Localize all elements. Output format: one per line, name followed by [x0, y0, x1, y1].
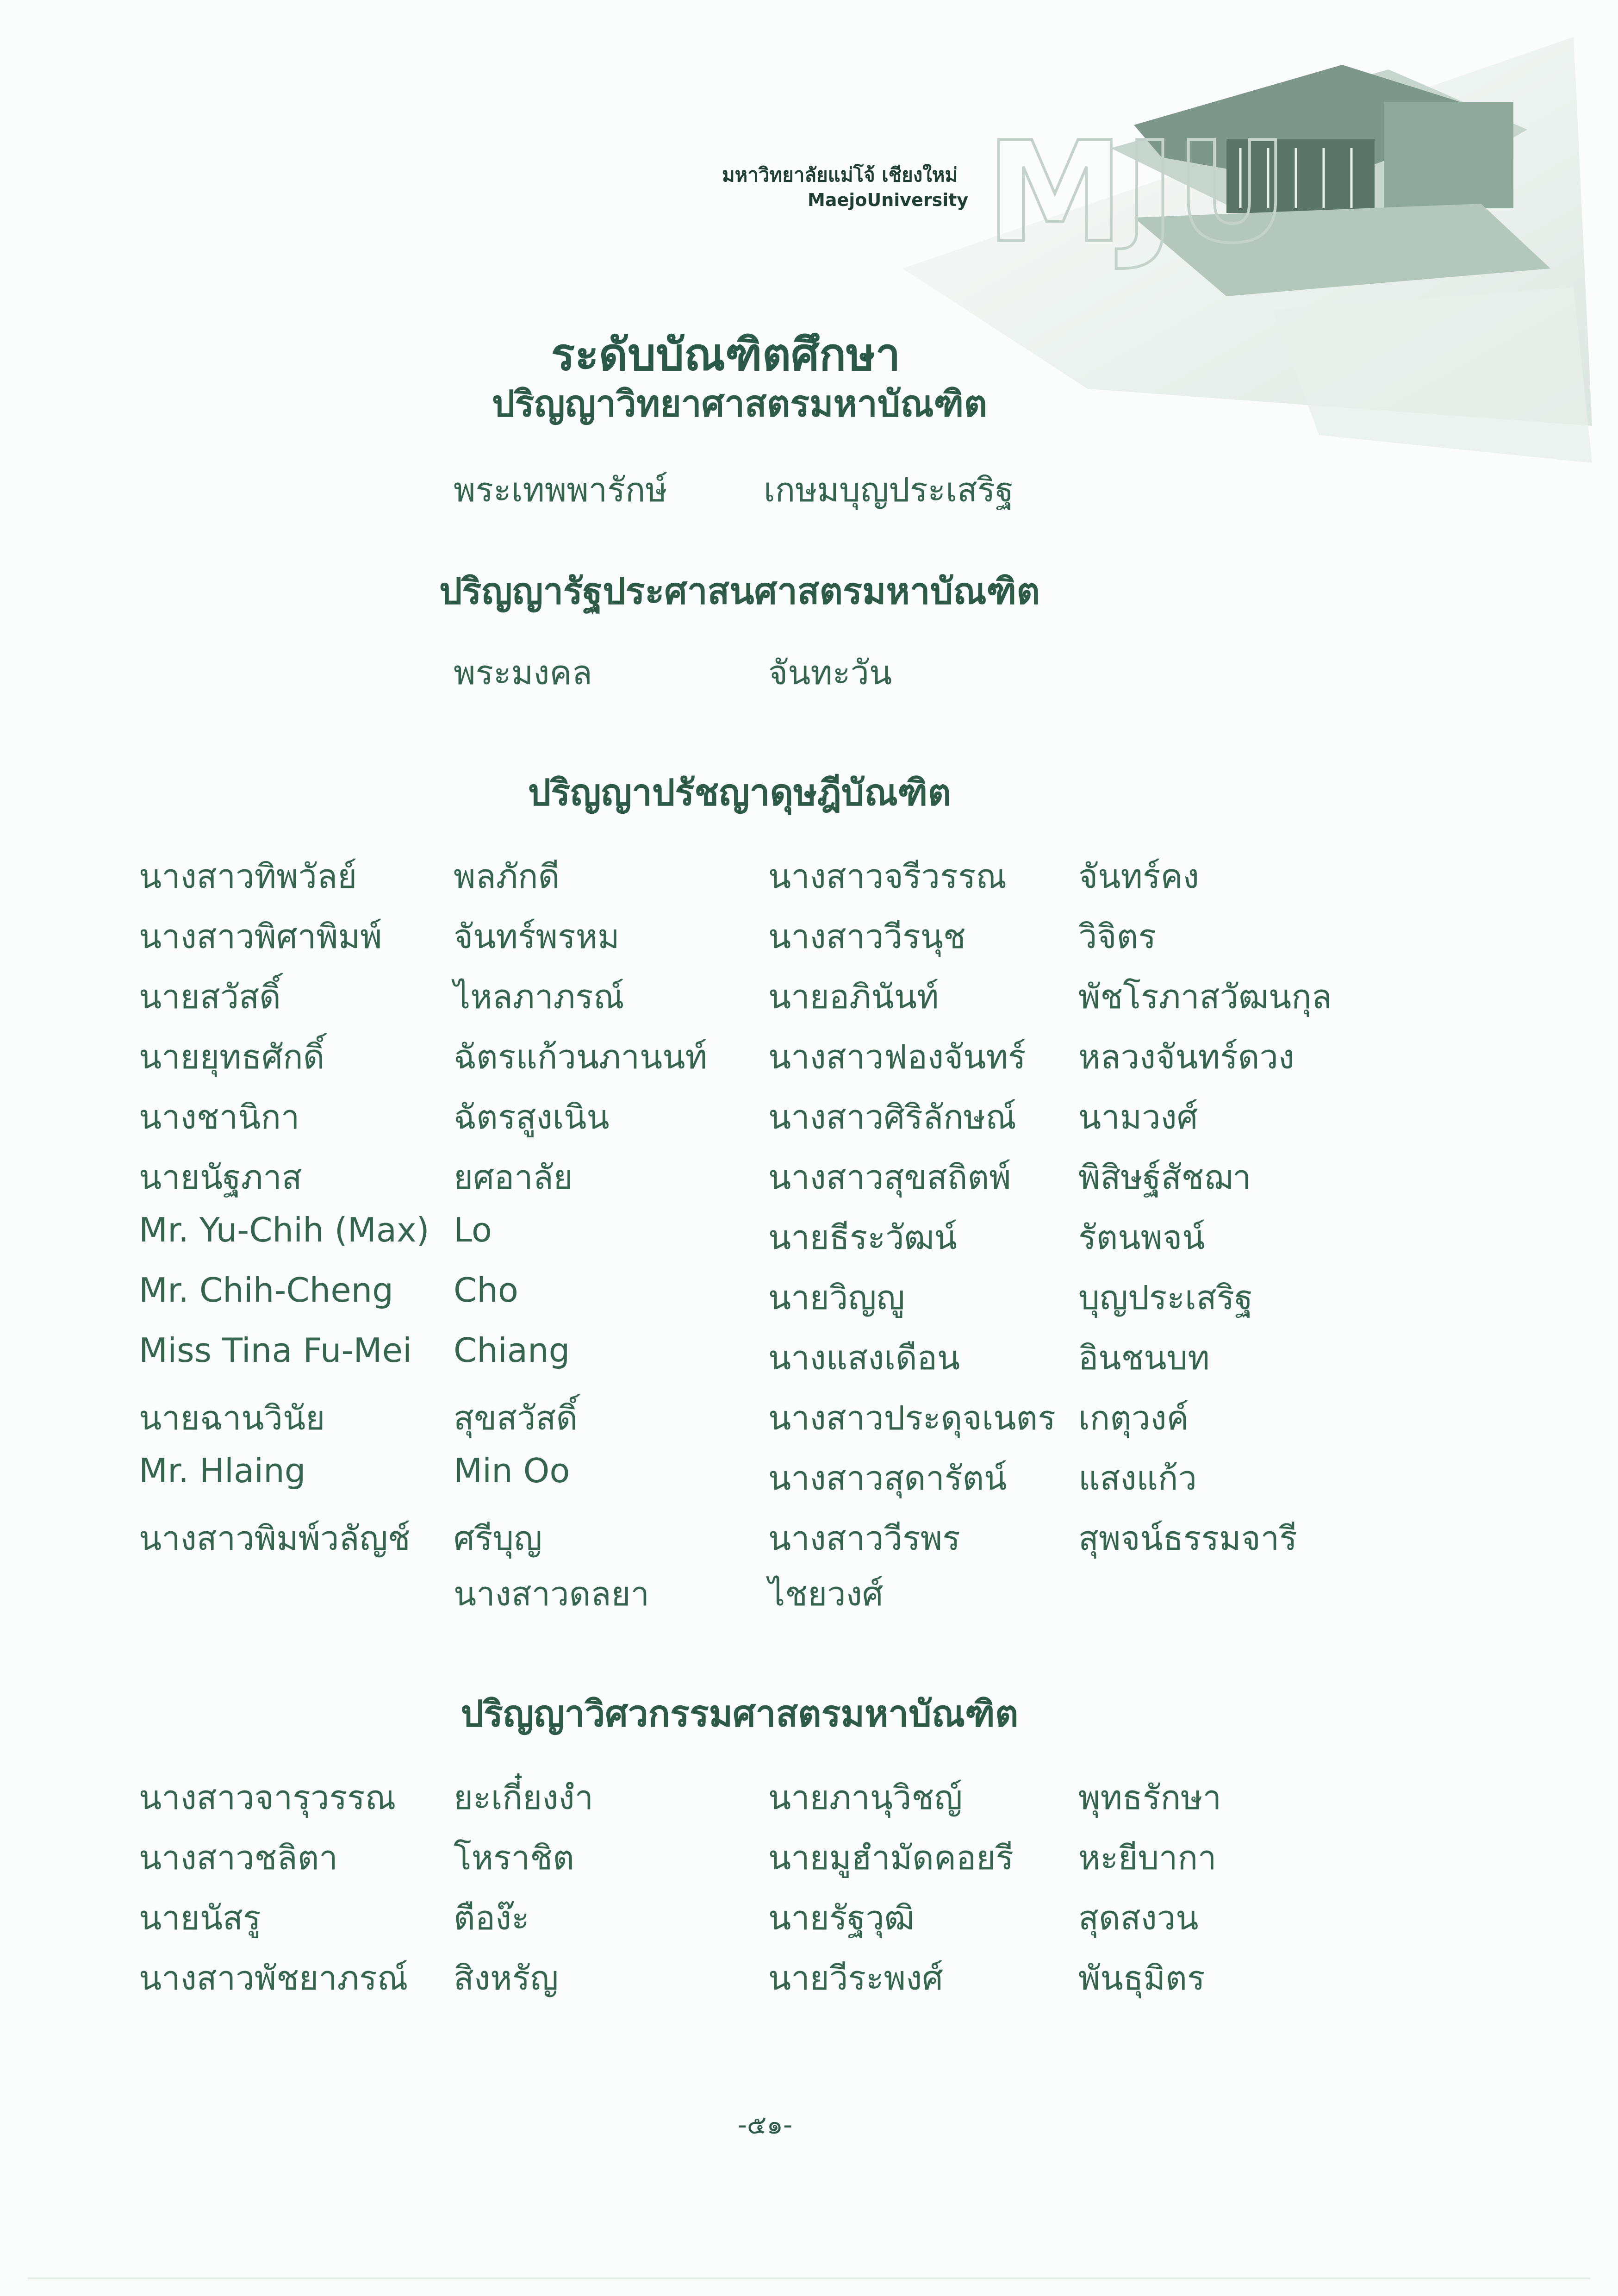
graduate-first-name: นายนัฐภาส [139, 1158, 302, 1197]
section-heading-public-admin-masters: ปริญญารัฐประศาสนศาสตรมหาบัณฑิต [439, 571, 1040, 612]
graduate-first-name: นางสาวประดุจเนตร [768, 1398, 1056, 1437]
graduate-first-name: นางสาวทิพวัลย์ [139, 857, 357, 896]
graduate-last-name: Min Oo [454, 1451, 570, 1490]
graduate-first-name: นายนัสรู [139, 1898, 261, 1937]
graduate-first-name: นายยุทธศักดิ์ [139, 1037, 325, 1076]
graduate-first-name: นางสาววีรพร [768, 1519, 960, 1558]
graduate-last-name: พลภักดี [454, 857, 560, 896]
graduate-last-name: ฉัตรแก้วนภานนท์ [454, 1037, 707, 1076]
university-name-thai: มหาวิทยาลัยแม่โจ้ เชียงใหม่ [722, 163, 958, 186]
graduate-first-name: นางสาวศิริลักษณ์ [768, 1098, 1016, 1136]
bottom-divider [28, 2277, 1590, 2279]
university-name-english: MaejoUniversity [808, 190, 969, 210]
graduate-last-name: ยะเกี๋ยงงำ [454, 1778, 593, 1817]
graduate-last-name: หลวงจันทร์ดวง [1078, 1037, 1295, 1076]
graduate-last-name: ศรีบุญ [454, 1519, 542, 1558]
graduate-last-name: นามวงศ์ [1078, 1098, 1198, 1136]
graduate-first-name: นางแสงเดือน [768, 1338, 960, 1377]
page-title: ระดับบัณฑิตศึกษา [551, 329, 901, 381]
graduate-first-name: นางสาวพิมพ์วลัญช์ [139, 1519, 411, 1558]
section-heading-engineering-masters: ปริญญาวิศวกรรมศาสตรมหาบัณฑิต [461, 1693, 1019, 1735]
graduate-last-name: สุพจน์ธรรมจารี [1078, 1519, 1297, 1558]
graduate-last-name: พุทธรักษา [1078, 1778, 1222, 1817]
graduate-first-name: นายรัฐวุฒิ [768, 1898, 915, 1937]
graduate-first-name: นางสาวดลยา [454, 1574, 650, 1613]
graduate-last-name: ตือง๊ะ [454, 1898, 529, 1937]
graduate-last-name: จันทะวัน [768, 653, 892, 692]
graduate-last-name: แสงแก้ว [1078, 1459, 1197, 1497]
graduate-first-name: นางสาวจรีวรรณ [768, 857, 1007, 896]
graduate-last-name: หะยีบากา [1078, 1838, 1217, 1877]
graduate-last-name: จันทร์พรหม [454, 917, 620, 956]
section-heading-phd: ปริญญาปรัชญาดุษฎีบัณฑิต [528, 772, 952, 814]
graduate-first-name: นางสาวชลิตา [139, 1838, 338, 1877]
graduate-first-name: นางสาวพิศาพิมพ์ [139, 917, 382, 956]
graduate-first-name: นางสาวฟองจันทร์ [768, 1037, 1026, 1076]
graduate-last-name: เกตุวงค์ [1078, 1398, 1189, 1437]
graduate-last-name: รัตนพจน์ [1078, 1218, 1205, 1257]
graduate-last-name: Cho [454, 1271, 518, 1310]
graduate-first-name: นายวิญญู [768, 1278, 905, 1317]
graduate-first-name: นางสาวสุขสถิตพ์ [768, 1158, 1011, 1197]
graduate-last-name: Lo [454, 1210, 492, 1249]
graduate-last-name: ไชยวงศ์ [768, 1574, 884, 1613]
graduate-last-name: บุญประเสริฐ [1078, 1278, 1253, 1317]
graduate-last-name: ไหลภาภรณ์ [454, 977, 624, 1016]
graduate-first-name: Mr. Chih-Cheng [139, 1271, 393, 1310]
graduate-first-name: นายฉานวินัย [139, 1398, 325, 1437]
graduate-first-name: พระเทพพารักษ์ [454, 470, 667, 509]
svg-text:MJU: MJU [986, 112, 1288, 274]
page-number: -๕๑- [737, 2110, 793, 2140]
graduate-first-name: นางสาวพัชยาภรณ์ [139, 1959, 408, 1997]
graduate-first-name: นายมูฮำมัดคอยรี [768, 1838, 1014, 1877]
graduate-last-name: พันธุมิตร [1078, 1959, 1205, 1997]
graduate-first-name: พระมงคล [454, 653, 592, 692]
graduate-first-name: นายธีระวัฒน์ [768, 1218, 957, 1257]
graduate-first-name: นายวีระพงศ์ [768, 1959, 943, 1997]
graduate-last-name: สิงหรัญ [454, 1959, 559, 1997]
graduate-last-name: ฉัตรสูงเนิน [454, 1098, 610, 1136]
graduate-first-name: Mr. Hlaing [139, 1451, 306, 1490]
graduate-last-name: พิสิษฐ์สัชฌา [1078, 1158, 1251, 1197]
graduate-last-name: วิจิตร [1078, 917, 1157, 956]
graduate-first-name: นางสาววีรนุช [768, 917, 966, 956]
graduate-last-name: สุดสงวน [1078, 1898, 1199, 1937]
graduate-first-name: นางสาวสุดารัตน์ [768, 1459, 1007, 1497]
graduate-first-name: นางสาวจารุวรรณ [139, 1778, 396, 1817]
graduate-last-name: ยศอาลัย [454, 1158, 573, 1197]
graduate-first-name: Miss Tina Fu-Mei [139, 1331, 412, 1370]
graduate-last-name: Chiang [454, 1331, 570, 1370]
graduate-first-name: นางชานิกา [139, 1098, 300, 1136]
graduate-last-name: สุขสวัสดิ์ [454, 1398, 578, 1437]
graduate-first-name: นายภานุวิชญ์ [768, 1778, 963, 1817]
section-heading-science-masters: ปริญญาวิทยาศาสตรมหาบัณฑิต [492, 383, 988, 425]
graduate-first-name: นายอภินันท์ [768, 977, 939, 1016]
graduate-last-name: โหราชิต [454, 1838, 574, 1877]
graduate-last-name: เกษมบุญประเสริฐ [764, 470, 1014, 509]
graduate-last-name: พัชโรภาสวัฒนกุล [1078, 977, 1332, 1016]
graduate-first-name: นายสวัสดิ์ [139, 977, 281, 1016]
graduate-last-name: อินชนบท [1078, 1338, 1210, 1377]
graduate-first-name: Mr. Yu-Chih (Max) [139, 1210, 429, 1249]
graduate-last-name: จันทร์คง [1078, 857, 1199, 896]
